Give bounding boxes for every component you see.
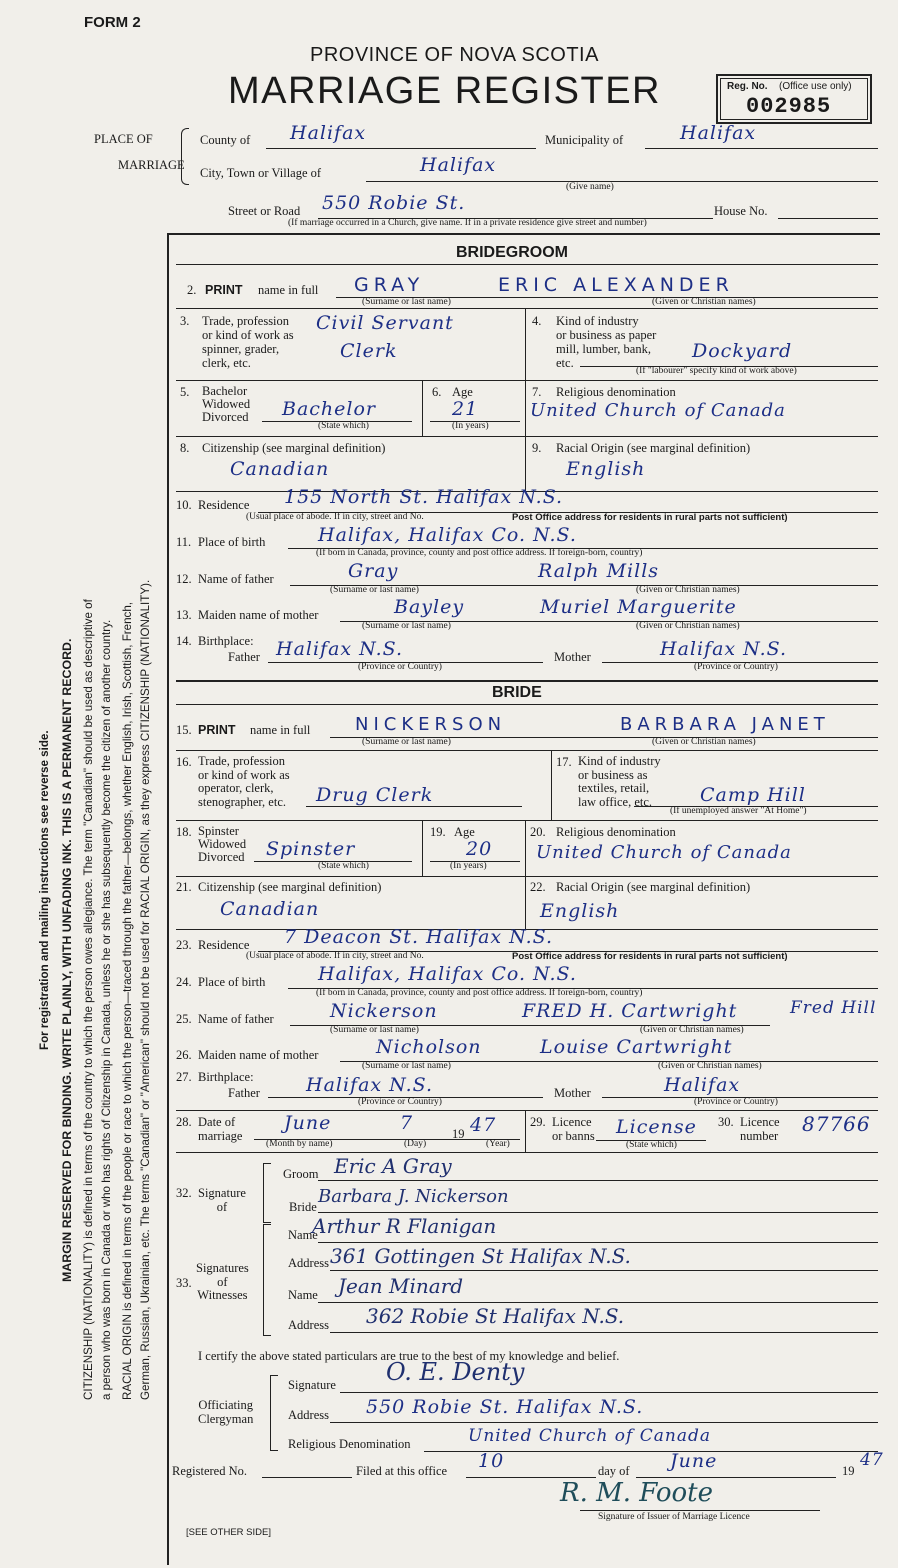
marriage-month: June [284,1112,332,1134]
groom-father-given: Ralph Mills [538,560,660,582]
bride-line-24: 24. [176,975,192,989]
bride-birth-label: Place of birth [198,975,266,989]
groom-age-label: Age [452,385,473,399]
groom-line-3: 3. [180,314,190,328]
groom-religion-value: United Church of Canada [530,400,786,421]
groom-birthplace-label: Birthplace: [198,634,254,648]
groom-given-note: (Given or Christian names) [652,297,756,307]
clergy-address-label: Address [288,1408,329,1422]
bride-father-surname: Nickerson [330,1000,438,1022]
groom-residence-label: Residence [198,498,250,512]
county-label: County of [200,133,251,147]
margin-binding-note: MARGIN RESERVED FOR BINDING. WRITE PLAINLY, WITH UNFADING INK. THIS IS A PERMANENT RECORD. [60,638,74,1282]
groom-line-8: 8. [180,441,190,455]
groom-line-10: 10. [176,498,192,512]
bride-line-22: 22. [530,880,546,894]
groom-father-surname-note: (Surname or last name) [330,585,419,595]
groom-name-label: name in full [258,283,319,297]
bride-signature: Barbara J. Nickerson [318,1186,509,1207]
groom-print-label: PRINT [205,283,243,297]
registered-no-label: Registered No. [172,1464,247,1478]
bride-print-label: PRINT [198,723,236,737]
bride-state-which: (State which) [318,861,369,871]
groom-bp-mother-label: Mother [554,650,591,664]
bride-mother-given: Louise Cartwright [540,1036,733,1058]
groom-line-4: 4. [532,314,542,328]
line-33: 33. [176,1276,192,1290]
groom-mother-given: Muriel Marguerite [540,596,737,618]
bride-age-label: Age [454,825,475,839]
bride-bp-mother-value: Halifax [664,1074,741,1096]
groom-birth-label: Place of birth [198,535,266,549]
margin-racial-def: RACIAL ORIGIN is defined in terms of the people or race to which the person—traced through the father—belongs, whether English, Irish, Scottish, French, [121,601,134,1400]
bride-father-given-note: (Given or Christian names) [640,1025,744,1035]
bride-given: BARBARA JANET [620,714,830,735]
bride-line-23: 23. [176,938,192,952]
line-32: 32. [176,1186,192,1200]
line-28: 28. [176,1115,192,1129]
groom-mother-label: Maiden name of mother [198,608,319,622]
groom-surname: GRAY [354,274,425,296]
line-29: 29. [530,1115,546,1129]
bride-line-27: 27. [176,1070,192,1084]
groom-citizenship-value: Canadian [230,458,330,480]
margin-racial-def-2: German, Russian, Ukrainian, etc. The terms "Canadian" or "American" should not be used for RACIAL ORIGIN, as they express CITIZENSHIP (NATIONALITY). [139,579,152,1400]
groom-line-13: 13. [176,608,192,622]
groom-religion-label: Religious denomination [556,385,676,399]
bride-bp-father-value: Halifax N.S. [306,1074,433,1096]
officiating-clergyman-label: Officiating Clergyman [198,1398,254,1426]
groom-industry-value: Dockyard [692,340,793,362]
groom-signature: Eric A Gray [334,1154,452,1178]
groom-line-9: 9. [532,441,542,455]
bride-line-17: 17. [556,755,572,769]
groom-line-2: 2. [187,283,197,297]
bride-given-note: (Given or Christian names) [652,737,756,747]
issuer-signature-label: Signature of Issuer of Marriage Licence [598,1512,750,1522]
bride-line-18: 18. [176,825,192,839]
bride-industry-label: Kind of industry or business as textiles, retail, law office, etc. [578,754,661,809]
witness1-address-label: Address [288,1256,329,1270]
groom-age-value: 21 [452,398,479,420]
bride-years-note: (In years) [450,861,487,871]
groom-birth-note: (If born in Canada, province, county and post office address. If foreign-born, country) [316,548,643,558]
bride-mother-given-note: (Given or Christian names) [658,1061,762,1071]
groom-line-11: 11. [176,535,192,549]
bride-religion-value: United Church of Canada [536,842,792,863]
bride-trade-value: Drug Clerk [316,784,434,806]
street-label: Street or Road [228,204,301,218]
marriage-year-prefix: 19 [452,1127,465,1141]
filed-month: June [670,1450,718,1472]
form-label: FORM 2 [84,14,141,31]
street-value: 550 Robie St. [322,192,466,214]
bride-citizenship-value: Canadian [220,898,320,920]
licence-or-banns-label: Licence or banns [552,1115,595,1143]
groom-line-14: 14. [176,634,192,648]
bride-racial-value: English [540,900,620,922]
office-use-label: (Office use only) [779,81,852,92]
bride-line-26: 26. [176,1048,192,1062]
bride-line-16: 16. [176,755,192,769]
groom-line-5: 5. [180,385,190,399]
groom-trade-value-2: Clerk [340,340,398,362]
bride-bp-father-note: (Province or Country) [358,1097,442,1107]
bride-line-21: 21. [176,880,192,894]
bride-sig-label: Bride [289,1200,317,1214]
bride-racial-label: Racial Origin (see marginal definition) [556,880,751,894]
line-30: 30. [718,1115,734,1129]
groom-citizenship-label: Citizenship (see marginal definition) [202,441,386,455]
bride-trade-label: Trade, profession or kind of work as operator, clerk, stenographer, etc. [198,754,290,809]
bride-age-value: 20 [466,838,493,860]
bride-mother-surname: Nicholson [376,1036,482,1058]
groom-father-label: Name of father [198,572,274,586]
issuer-signature: R. M. Foote [560,1478,714,1508]
groom-line-7: 7. [532,385,542,399]
date-of-marriage-label: Date of marriage [198,1115,243,1143]
bride-surname-note: (Surname or last name) [362,737,451,747]
street-note: (If marriage occurred in a Church, give name. If in a private residence give street and number) [288,218,647,228]
bride-residence-label: Residence [198,938,250,952]
groom-years-note: (In years) [452,421,489,431]
groom-residence-value: 155 North St. Halifax N.S. [284,486,564,508]
place-heading-1: PLACE OF [94,132,153,146]
margin-citizenship-def-2: a person who was born in Canada or who has rights of Citizenship in Canada, unless he or she has subsequently become the citizen of another country. [100,619,113,1400]
margin-instructions: For registration and mailing instructions see reverse side. [38,730,51,1050]
place-heading-2: MARRIAGE [118,158,185,172]
signature-of-label: Signature of [198,1186,246,1214]
bride-mother-label: Maiden name of mother [198,1048,319,1062]
filed-day-label: day of [598,1464,630,1478]
bride-status-label: Spinster Widowed Divorced [198,824,247,864]
marriage-day: 7 [400,1112,414,1134]
groom-trade-value-1: Civil Servant [316,312,454,334]
groom-bp-father-label: Father [228,650,260,664]
groom-status-value: Bachelor [282,398,377,420]
clergy-religion-label: Religious Denomination [288,1437,411,1451]
filed-year-prefix: 19 [842,1464,855,1478]
bride-industry-note: (If unemployed answer "At Home") [670,806,807,816]
witnesses-label: Signatures of Witnesses [196,1261,249,1302]
month-note: (Month by name) [266,1139,333,1149]
groom-status-label: Bachelor Widowed Divorced [202,384,251,424]
bride-industry-value: Camp Hill [700,784,806,806]
filed-year-suffix: 47 [860,1450,884,1470]
bride-bp-father-label: Father [228,1086,260,1100]
bride-bp-mother-label: Mother [554,1086,591,1100]
city-value: Halifax [420,154,497,176]
filed-label: Filed at this office [356,1464,448,1478]
bride-name-label: name in full [250,723,311,737]
bride-father-given: FRED H. Cartwright [522,1000,738,1022]
groom-section-heading: BRIDEGROOM [456,244,568,261]
page-title: MARRIAGE REGISTER [228,70,661,112]
bride-birth-value: Halifax, Halifax Co. N.S. [318,963,577,985]
licence-note: (State which) [626,1140,677,1150]
groom-residence-note: (Usual place of abode. If in city, street and No. [246,512,424,522]
bride-residence-note-bold: Post Office address for residents in rural parts not sufficient) [512,951,788,962]
bride-father-extra: Fred Hill [790,998,877,1018]
groom-racial-value: English [566,458,646,480]
certification-text: I certify the above stated particulars are true to the best of my knowledge and belief. [198,1349,620,1363]
municipality-value: Halifax [680,122,757,144]
bride-line-25: 25. [176,1012,192,1026]
bride-line-20: 20. [530,825,546,839]
province-heading: PROVINCE OF NOVA SCOTIA [310,44,599,66]
municipality-label: Municipality of [545,133,624,147]
clergy-signature: O. E. Denty [386,1358,525,1386]
give-name-note: (Give name) [566,182,614,192]
groom-state-which: (State which) [318,421,369,431]
bride-line-15: 15. [176,723,192,737]
groom-mother-surname: Bayley [394,596,465,618]
bride-residence-note: (Usual place of abode. If in city, street and No. [246,951,424,961]
witness1-name-label: Name [288,1228,318,1242]
witness2-name-label: Name [288,1288,318,1302]
licence-number-label: Licence number [740,1115,780,1143]
bride-father-surname-note: (Surname or last name) [330,1025,419,1035]
bride-status-value: Spinster [266,838,356,860]
city-label: City, Town or Village of [200,166,322,180]
bride-bp-mother-note: (Province or Country) [694,1097,778,1107]
groom-bp-mother-value: Halifax N.S. [660,638,787,660]
groom-bp-father-note: (Province or Country) [358,662,442,672]
groom-bp-father-value: Halifax N.S. [276,638,403,660]
witness1-address: 361 Gottingen St Halifax N.S. [330,1244,631,1268]
groom-residence-note-bold: Post Office address for residents in rural parts not sufficient) [512,512,788,523]
groom-father-given-note: (Given or Christian names) [636,585,740,595]
year-note: (Year) [486,1139,510,1149]
bride-section-heading: BRIDE [492,684,542,701]
bride-surname: NICKERSON [355,714,507,735]
groom-mother-given-note: (Given or Christian names) [636,621,740,631]
bride-citizenship-label: Citizenship (see marginal definition) [198,880,382,894]
groom-industry-note: (If "labourer" specify kind of work above) [636,366,797,376]
clergy-address: 550 Robie St. Halifax N.S. [366,1396,644,1418]
bride-residence-value: 7 Deacon St. Halifax N.S. [284,926,554,948]
bride-birth-note: (If born in Canada, province, county and post office address. If foreign-born, country) [316,988,643,998]
bride-birthplace-label: Birthplace: [198,1070,254,1084]
see-other-side: [SEE OTHER SIDE] [186,1527,271,1538]
groom-mother-surname-note: (Surname or last name) [362,621,451,631]
licence-value: License [616,1116,697,1138]
groom-surname-note: (Surname or last name) [362,297,451,307]
witness2-address: 362 Robie St Halifax N.S. [366,1304,625,1328]
groom-line-12: 12. [176,572,192,586]
bride-mother-surname-note: (Surname or last name) [362,1061,451,1071]
groom-racial-label: Racial Origin (see marginal definition) [556,441,751,455]
day-note: (Day) [404,1139,427,1149]
reg-no-value: 002985 [746,94,832,119]
margin-citizenship-def: CITIZENSHIP (NATIONALITY) is defined in terms of the country to which the person owes allegiance. The term "Canadian" should be used as descriptive of [82,599,95,1400]
house-no-label: House No. [714,204,768,218]
witness1-name: Arthur R Flanigan [312,1214,497,1238]
bride-religion-label: Religious denomination [556,825,676,839]
witness2-address-label: Address [288,1318,329,1332]
groom-father-surname: Gray [348,560,399,582]
groom-given: ERIC ALEXANDER [498,274,734,296]
bride-line-19: 19. [430,825,446,839]
witness2-name: Jean Minard [338,1274,464,1298]
reg-no-box [716,74,872,124]
groom-line-6: 6. [432,385,442,399]
groom-bp-mother-note: (Province or Country) [694,662,778,672]
filed-day: 10 [478,1450,505,1472]
clergy-signature-label: Signature [288,1378,336,1392]
groom-industry-label: Kind of industry or business as paper mill, lumber, bank, etc. [556,314,657,370]
reg-no-label: Reg. No. [727,81,768,92]
marriage-year-suffix: 47 [470,1114,497,1136]
bride-father-label: Name of father [198,1012,274,1026]
groom-trade-label: Trade, profession or kind of work as spinner, grader, clerk, etc. [202,314,294,370]
licence-number: 87766 [802,1112,871,1136]
clergy-religion: United Church of Canada [468,1426,711,1446]
county-value: Halifax [290,122,367,144]
groom-sig-label: Groom [283,1167,319,1181]
groom-birth-value: Halifax, Halifax Co. N.S. [318,524,577,546]
